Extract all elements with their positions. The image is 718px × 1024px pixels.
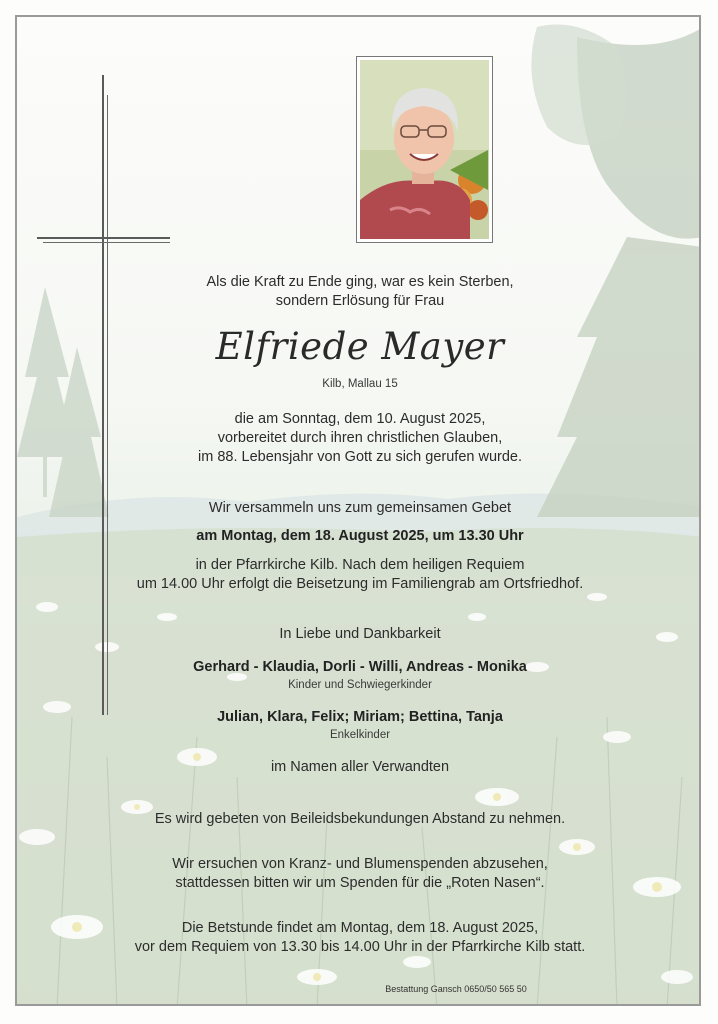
donations-note [17, 855, 701, 893]
undertaker-credit: Bestattung Gansch 0650/50 565 50 [385, 984, 527, 994]
portrait-image [360, 60, 489, 239]
prayer-details [17, 556, 701, 594]
death-line-2: vorbereitet durch ihren christlichen Glauben, [217, 430, 503, 446]
prayer-intro: Wir versammeln uns zum gemeinsamen Gebet [208, 500, 512, 516]
condolences-note: Es wird gebeten von Beileidsbekundungen Abstand zu nehmen. [154, 811, 566, 827]
obituary-card [15, 15, 701, 1006]
donations-line-2: stattdessen bitten wir um Spenden für die „Roten Nasen“. [175, 875, 545, 891]
death-line-1: die am Sonntag, dem 10. August 2025, [234, 411, 486, 427]
intro-text [17, 273, 701, 311]
deceased-address: Kilb, Mallau 15 [322, 378, 398, 390]
intro-line-2: sondern Erlösung für Frau [275, 293, 445, 309]
cross-horizontal-beam [37, 237, 170, 239]
prayer-line-2: um 14.00 Uhr erfolgt die Beisetzung im Familiengrab am Ortsfriedhof. [136, 576, 584, 592]
intro-line-1: Als die Kraft zu Ende ging, war es kein Sterben, [206, 274, 514, 290]
donations-line-1: Wir ersuchen von Kranz- und Blumenspenden abzusehen, [172, 856, 548, 872]
portrait-photo [356, 56, 493, 243]
vigil-line-2: vor dem Requiem von 13.30 bis 14.00 Uhr in der Pfarrkirche Kilb statt. [134, 939, 586, 955]
grandchildren-names: Julian, Klara, Felix; Miriam; Bettina, Tanja [217, 709, 503, 725]
relatives-line: im Namen aller Verwandten [270, 759, 450, 775]
prayer-date: am Montag, dem 18. August 2025, um 13.30 Uhr [196, 528, 524, 544]
death-details [17, 410, 701, 467]
children-names: Gerhard - Klaudia, Dorli - Willi, Andreas - Monika [193, 659, 527, 675]
prayer-line-1: in der Pfarrkirche Kilb. Nach dem heiligen Requiem [195, 557, 525, 573]
mourners-intro: In Liebe und Dankbarkeit [279, 626, 441, 642]
cross-vertical-beam-inner [107, 95, 108, 715]
cross-vertical-beam [102, 75, 104, 715]
vigil-note [17, 919, 701, 957]
vigil-line-1: Die Betstunde findet am Montag, dem 18. August 2025, [181, 920, 539, 936]
deceased-name: Elfriede Mayer [215, 325, 505, 368]
cross-horizontal-beam-inner [43, 242, 170, 243]
grandchildren-label: Enkelkinder [329, 729, 391, 741]
death-line-3: im 88. Lebensjahr von Gott zu sich gerufen wurde. [197, 449, 522, 465]
children-label: Kinder und Schwiegerkinder [288, 679, 432, 691]
